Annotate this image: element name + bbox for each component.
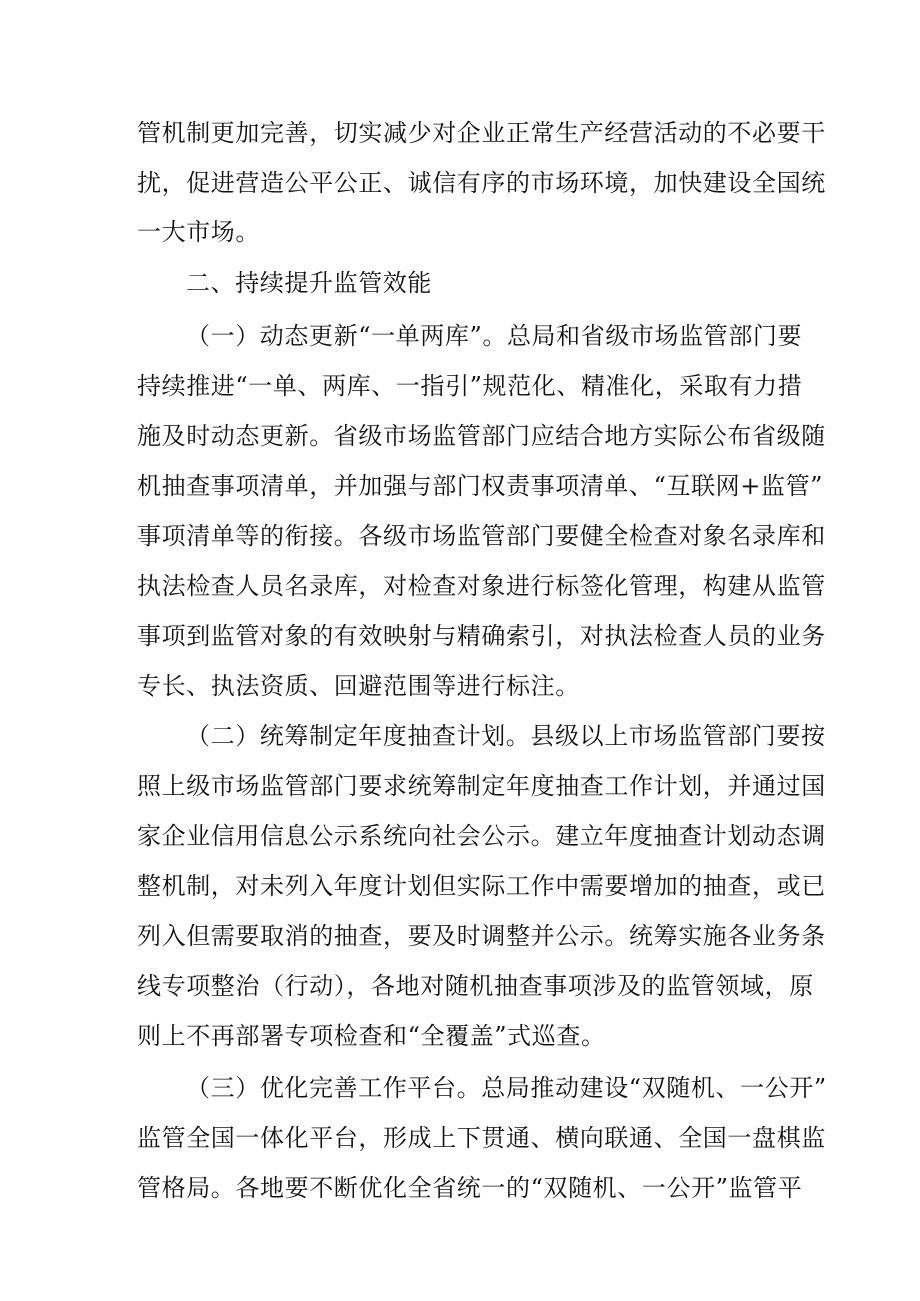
- body-text-line: 持续推进“一单、两库、一指引”规范化、精准化，采取有力措: [137, 372, 803, 400]
- body-text-line: 扰，促进营造公平公正、诚信有序的市场环境，加快建设全国统: [137, 169, 826, 197]
- section-heading: 二、持续提升监管效能: [186, 269, 432, 297]
- body-text-line: 一大市场。: [137, 218, 260, 246]
- body-text-line: 事项到监管对象的有效映射与精确索引，对执法检查人员的业务: [137, 622, 826, 650]
- body-text-line: 专长、执法资质、回避范围等进行标注。: [137, 672, 580, 700]
- body-text-line: 施及时动态更新。省级市场监管部门应结合地方实际公布省级随: [137, 422, 826, 450]
- body-text-line: 事项清单等的衔接。各级市场监管部门要健全检查对象名录库和: [137, 522, 826, 550]
- body-text-line: 则上不再部署专项检查和“全覆盖”式巡查。: [137, 1022, 606, 1050]
- body-text-line: 线专项整治（行动），各地对随机抽查事项涉及的监管领域，原: [137, 972, 814, 1000]
- body-text-line: 机抽查事项清单，并加强与部门权责事项清单、“互联网+监管”: [137, 472, 824, 500]
- body-text-line: 家企业信用信息公示系统向社会公示。建立年度抽查计划动态调: [137, 822, 826, 850]
- body-text-line: 管格局。各地要不断优化全省统一的“双随机、一公开”监管平: [137, 1174, 803, 1202]
- body-text-line: 整机制，对未列入年度计划但实际工作中需要增加的抽查，或已: [137, 872, 826, 900]
- body-text-line: 监管全国一体化平台，形成上下贯通、横向联通、全国一盘棋监: [137, 1124, 826, 1152]
- body-text-line: （二）统筹制定年度抽查计划。县级以上市场监管部门要按: [186, 722, 826, 750]
- body-text-line: （一）动态更新“一单两库”。总局和省级市场监管部门要: [186, 322, 803, 350]
- body-text-line: （三）优化完善工作平台。总局推动建设“双随机、一公开”: [186, 1074, 827, 1102]
- body-text-line: 执法检查人员名录库，对检查对象进行标签化管理，构建从监管: [137, 572, 826, 600]
- body-text-line: 管机制更加完善，切实减少对企业正常生产经营活动的不必要干: [137, 119, 826, 147]
- body-text-line: 照上级市场监管部门要求统筹制定年度抽查工作计划，并通过国: [137, 772, 826, 800]
- body-text-line: 列入但需要取消的抽查，要及时调整并公示。统筹实施各业务条: [137, 922, 826, 950]
